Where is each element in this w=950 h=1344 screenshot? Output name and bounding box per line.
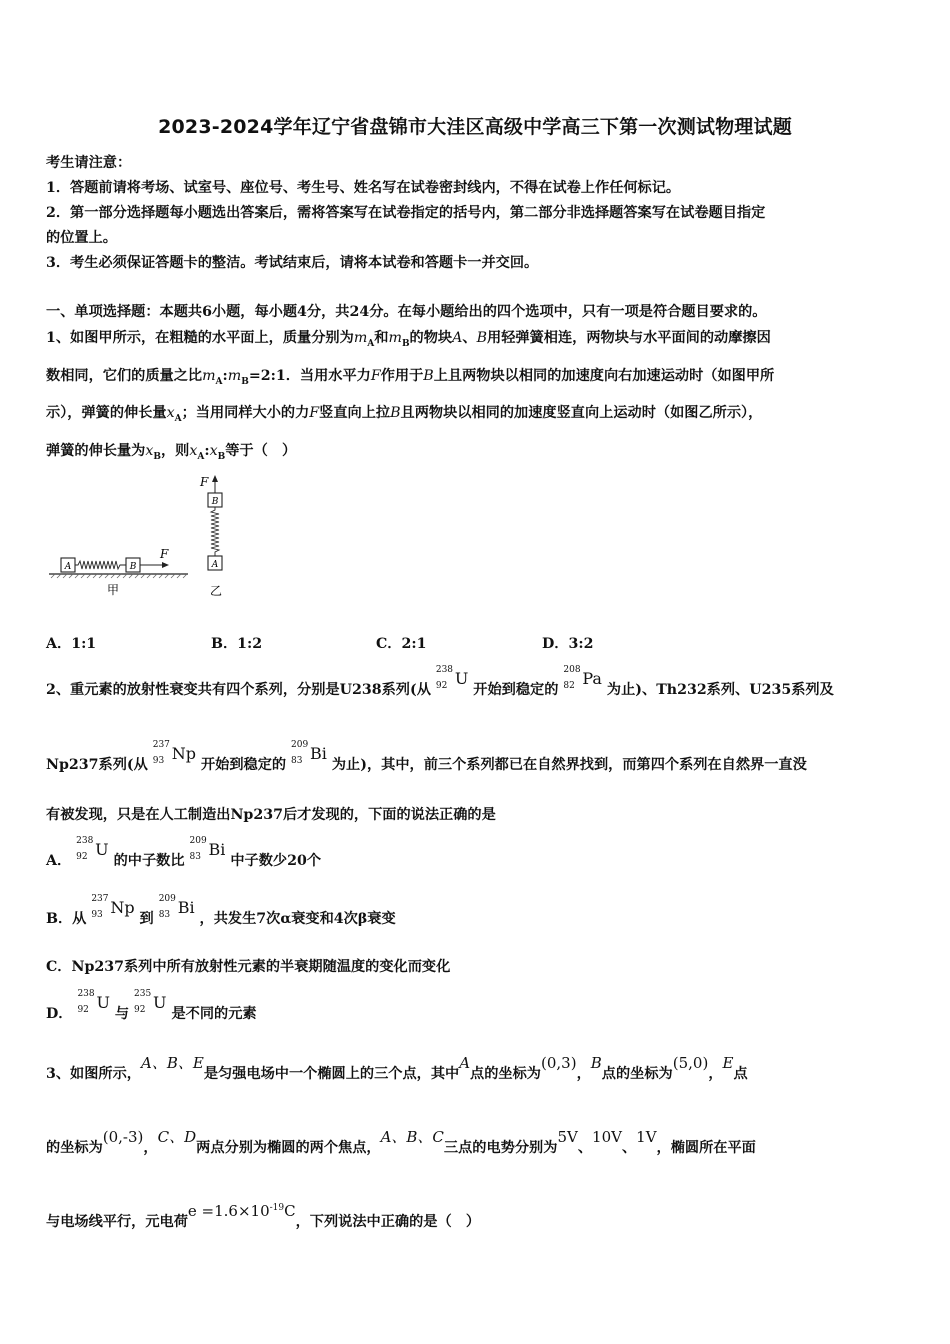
- figure-yi-label: 乙: [209, 584, 223, 598]
- isotope-bi209-a: 209 83 Bi: [189, 836, 226, 862]
- block-a-label: A: [64, 562, 72, 572]
- page-title: 2023-2024学年辽宁省盘锦市大洼区高级中学高三下第一次测试物理试题: [158, 116, 792, 138]
- q1-option-a[interactable]: A．1:1: [46, 636, 97, 652]
- q1-line-4: 弹簧的伸长量为$x_B$，则$x_A:x_B$等于（ ）: [46, 443, 297, 462]
- notice-item-3: 3．考生必须保证答题卡的整洁。考试结束后，请将本试卷和答题卡一并交回。: [46, 255, 539, 271]
- q2-option-b[interactable]: B．从 237 93 Np 到 209 83 Bi ，共发生7次α衰变和4次β衰变: [46, 894, 396, 927]
- isotope-np237-b: 237 93 Np: [91, 894, 135, 920]
- notice-item-2-cont: 的位置上。: [46, 230, 117, 246]
- q1-option-d[interactable]: D．3:2: [542, 636, 594, 652]
- isotope-pa208: 208 82 Pa: [563, 665, 602, 691]
- isotope-bi209-b: 209 83 Bi: [158, 894, 195, 920]
- q2-line-1: 2、重元素的放射性衰变共有四个系列，分别是U238系列(从 238 92 U 开始到稳定的 208 82 Pa 为止)、Th232系列、U235系列及: [46, 665, 834, 698]
- section-heading: 一、单项选择题：本题共6小题，每小题4分，共24分。在每小题给出的四个选项中，只有一项是符合题目要求的。: [46, 304, 767, 320]
- q1-line-2: 数相同，它们的质量之比$m_A:m_B=2:1$．当用水平力F作用于B上且两物块以相同的加速度向右加速运动时（如图甲所: [46, 368, 775, 387]
- q2-option-c[interactable]: C．Np237系列中所有放射性元素的半衰期随温度的变化而变化: [46, 959, 451, 975]
- q1-option-b[interactable]: B．1:2: [211, 636, 263, 652]
- q3-line-3: 与电场线平行，元电荷$e =1.6\times 10^{-19}C$，下列说法中正确的是（ ）: [46, 1202, 481, 1230]
- notice-header: 考生请注意：: [46, 155, 132, 171]
- figure-jia-label: 甲: [106, 583, 120, 597]
- isotope-u235-d: 235 92 U: [134, 989, 167, 1015]
- force-label-vertical: F: [200, 475, 209, 489]
- q2-line-3: 有被发现，只是在人工制造出Np237后才发现的，下面的说法正确的是: [46, 807, 496, 823]
- q3-line-1: 3、如图所示，A、B、E是匀强电场中一个椭圆上的三个点，其中A点的坐标为(0,3)，B点的坐标为(5,0)，E点: [46, 1054, 748, 1082]
- isotope-np237: 237 93 Np: [152, 740, 196, 766]
- q1-figure: [46, 470, 246, 602]
- force-label-horizontal: F: [160, 547, 169, 561]
- spring-horizontal: [75, 561, 126, 569]
- q1-line-3: 示），弹簧的伸长量$x_A$；当用同样大小的力F竖直向上拉B且两物块以相同的加速度竖直向上运动时（如图乙所示），: [46, 405, 763, 424]
- block-a-vertical-label: A: [211, 560, 219, 570]
- isotope-u238-d: 238 92 U: [77, 989, 110, 1015]
- q3-line-2: 的坐标为(0,-3)，C、D两点分别为椭圆的两个焦点，A、B、C三点的电势分别为5V、10V、1V，椭圆所在平面: [46, 1128, 756, 1156]
- q1-line-1: 1、如图甲所示，在粗糙的水平面上，质量分别为$m_A$和$m_B$的物块A、B用轻弹簧相连，两物块与水平面间的动摩擦因: [46, 330, 771, 349]
- block-b-vertical-label: B: [211, 497, 219, 507]
- q1-option-c[interactable]: C．2:1: [376, 636, 427, 652]
- elementary-charge: $e =1.6\times 10^{-19}C$: [187, 1202, 296, 1220]
- block-b-label: B: [129, 562, 137, 572]
- isotope-bi209: 209 83 Bi: [291, 740, 327, 766]
- q2-line-2: Np237系列(从 237 93 Np 开始到稳定的 209 83 Bi 为止)，其中，前三个系列都已在自然界找到，而第四个系列在自然界一直没: [46, 740, 807, 773]
- q2-option-a[interactable]: A． 238 92 U 的中子数比 209 83 Bi 中子数少20个: [46, 836, 322, 869]
- notice-item-1: 1．答题前请将考场、试室号、座位号、考生号、姓名写在试卷密封线内，不得在试卷上作任何标记。: [46, 180, 681, 196]
- spring-vertical: [211, 507, 219, 556]
- q2-option-d[interactable]: D． 238 92 U 与 235 92 U 是不同的元素: [46, 989, 257, 1022]
- isotope-u238-a: 238 92 U: [76, 836, 109, 862]
- isotope-u238: 238 92 U: [435, 665, 469, 691]
- notice-item-2: 2．第一部分选择题每小题选出答案后，需将答案写在试卷指定的括号内，第二部分非选择题答案写在试卷题目指定: [46, 205, 766, 221]
